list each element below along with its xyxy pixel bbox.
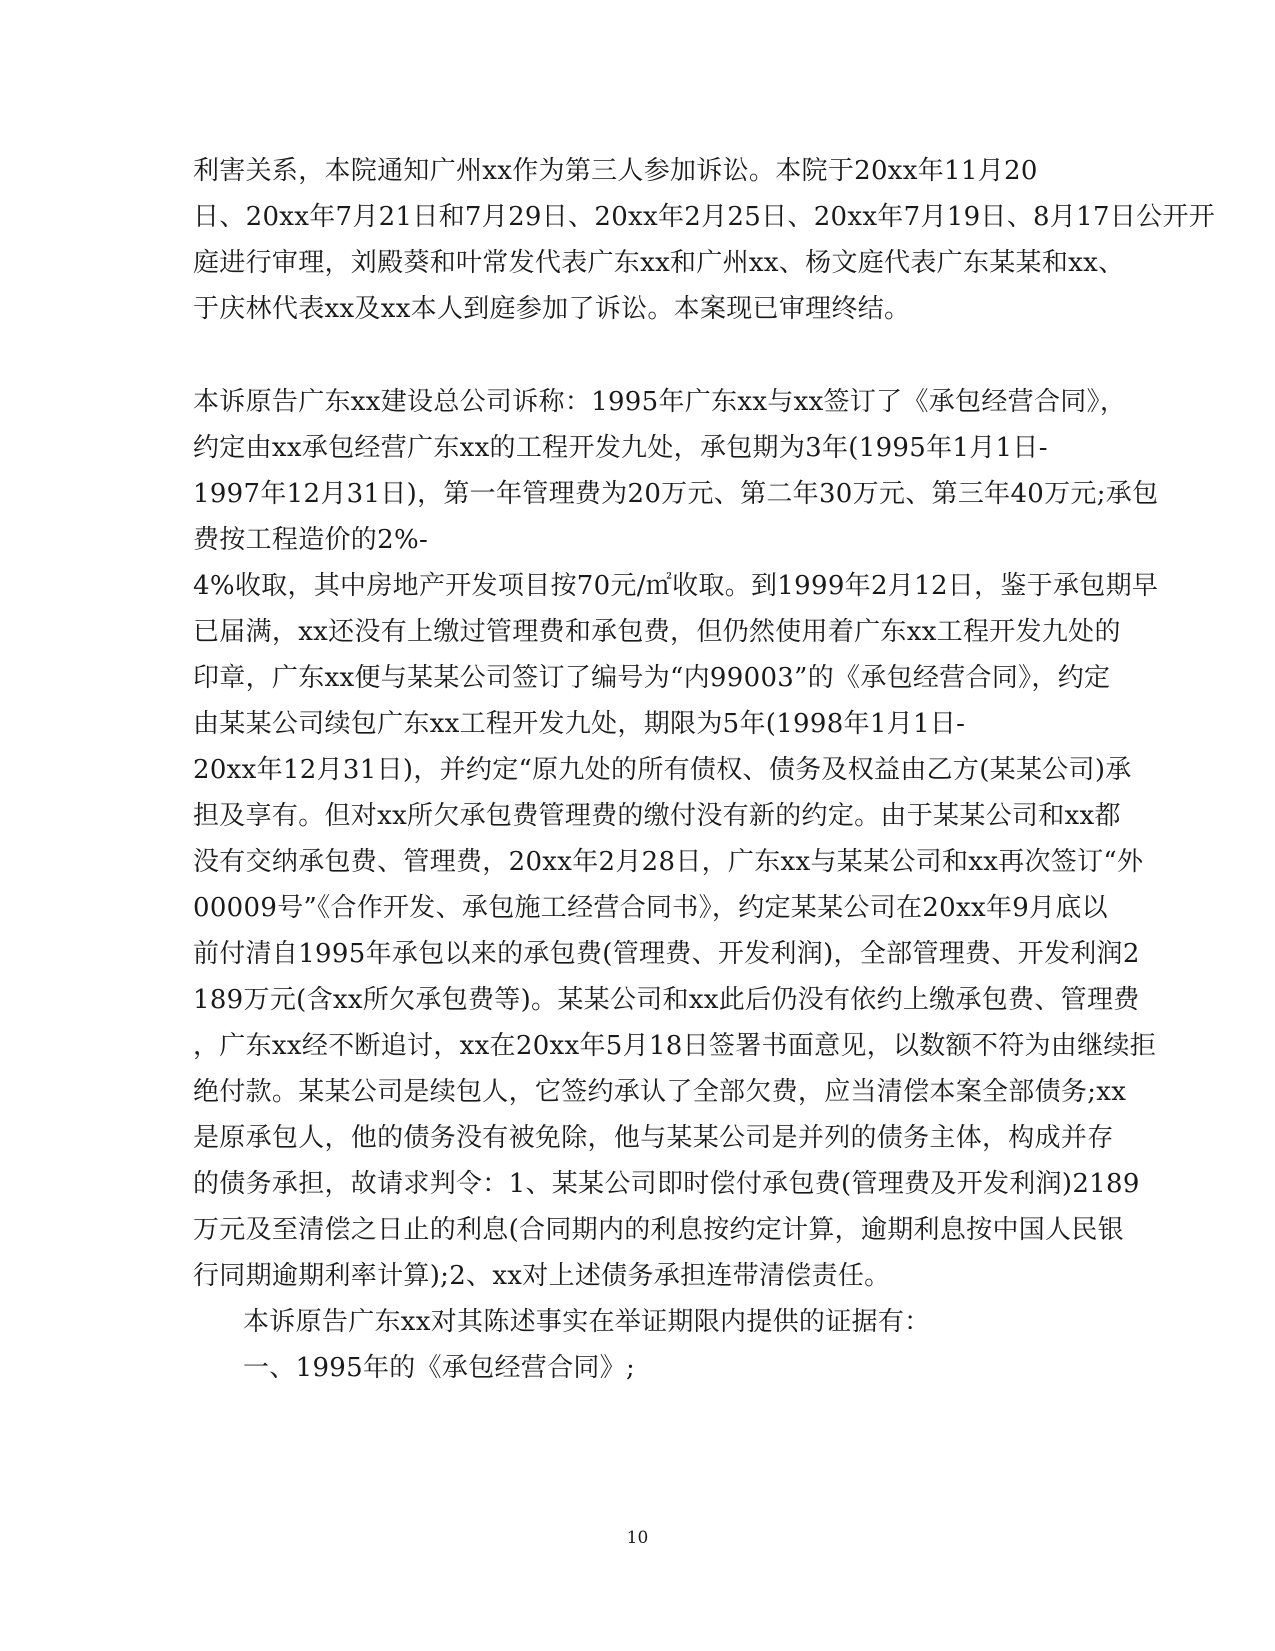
text-line: 本诉原告广东xx建设总公司诉称：1995年广东xx与xx签订了《承包经营合同》， — [193, 387, 1127, 417]
text-line: 20xx年12月31日)，并约定“原九处的所有债权、债务及权益由乙方(某某公司)承 — [193, 755, 1132, 785]
text-line: 于庆林代表xx及xx本人到庭参加了诉讼。本案现已审理终结。 — [193, 294, 911, 324]
text-line: 印章，广东xx便与某某公司签订了编号为“内99003”的《承包经营合同》，约定 — [193, 663, 1111, 693]
text-line: 行同期逾期利率计算);2、xx对上述债务承担连带清偿责任。 — [193, 1261, 891, 1291]
text-line: 本诉原告广东xx对其陈述事实在举证期限内提供的证据有： — [243, 1307, 931, 1337]
text-line: 4%收取，其中房地产开发项目按70元/㎡收取。到1999年2月12日，鉴于承包期早 — [193, 571, 1159, 601]
text-line: 费按工程造价的2%- — [193, 525, 429, 555]
text-line: 利害关系，本院通知广州xx作为第三人参加诉讼。本院于20xx年11月20 — [193, 156, 1038, 186]
text-line: 没有交纳承包费、管理费，20xx年2月28日，广东xx与某某公司和xx再次签订“外 — [193, 847, 1144, 877]
text-line: 00009号”《合作开发、承包施工经营合同书》，约定某某公司在20xx年9月底以 — [193, 893, 1108, 923]
text-line: 已届满，xx还没有上缴过管理费和承包费，但仍然使用着广东xx工程开发九处的 — [193, 617, 1121, 647]
text-line: 1997年12月31日)，第一年管理费为20万元、第二年30万元、第三年40万元;承包 — [193, 479, 1159, 509]
text-line: 万元及至清偿之日止的利息(合同期内的利息按约定计算，逾期利息按中国人民银 — [193, 1215, 1124, 1245]
text-line: 绝付款。某某公司是续包人，它签约承认了全部欠费，应当清偿本案全部债务;xx — [193, 1077, 1127, 1107]
text-line: 担及享有。但对xx所欠承包费管理费的缴付没有新的约定。由于某某公司和xx都 — [193, 801, 1121, 831]
text-line: 由某某公司续包广东xx工程开发九处，期限为5年(1998年1月1日- — [193, 709, 966, 739]
text-line: 189万元(含xx所欠承包费等)。某某公司和xx此后仍没有依约上缴承包费、管理费 — [193, 985, 1140, 1015]
text-line: 约定由xx承包经营广东xx的工程开发九处，承包期为3年(1995年1月1日- — [193, 433, 1048, 463]
text-line: 是原承包人，他的债务没有被免除，他与某某公司是并列的债务主体，构成并存 — [193, 1123, 1114, 1153]
text-line: 一、1995年的《承包经营合同》; — [243, 1353, 636, 1383]
text-line: 的债务承担，故请求判令：1、某某公司即时偿付承包费(管理费及开发利润)2189 — [193, 1169, 1140, 1199]
text-line: 庭进行审理，刘殿葵和叶常发代表广东xx和广州xx、杨文庭代表广东某某和xx、 — [193, 248, 1125, 278]
text-line: ，广东xx经不断追讨，xx在20xx年5月18日签署书面意见，以数额不符为由继续拒 — [193, 1031, 1156, 1061]
text-line: 日、20xx年7月21日和7月29日、20xx年2月25日、20xx年7月19日、8月17日公开开 — [193, 202, 1216, 232]
page-number: 10 — [626, 1528, 649, 1548]
text-line: 前付清自1995年承包以来的承包费(管理费、开发利润)，全部管理费、开发利润2 — [193, 939, 1140, 969]
